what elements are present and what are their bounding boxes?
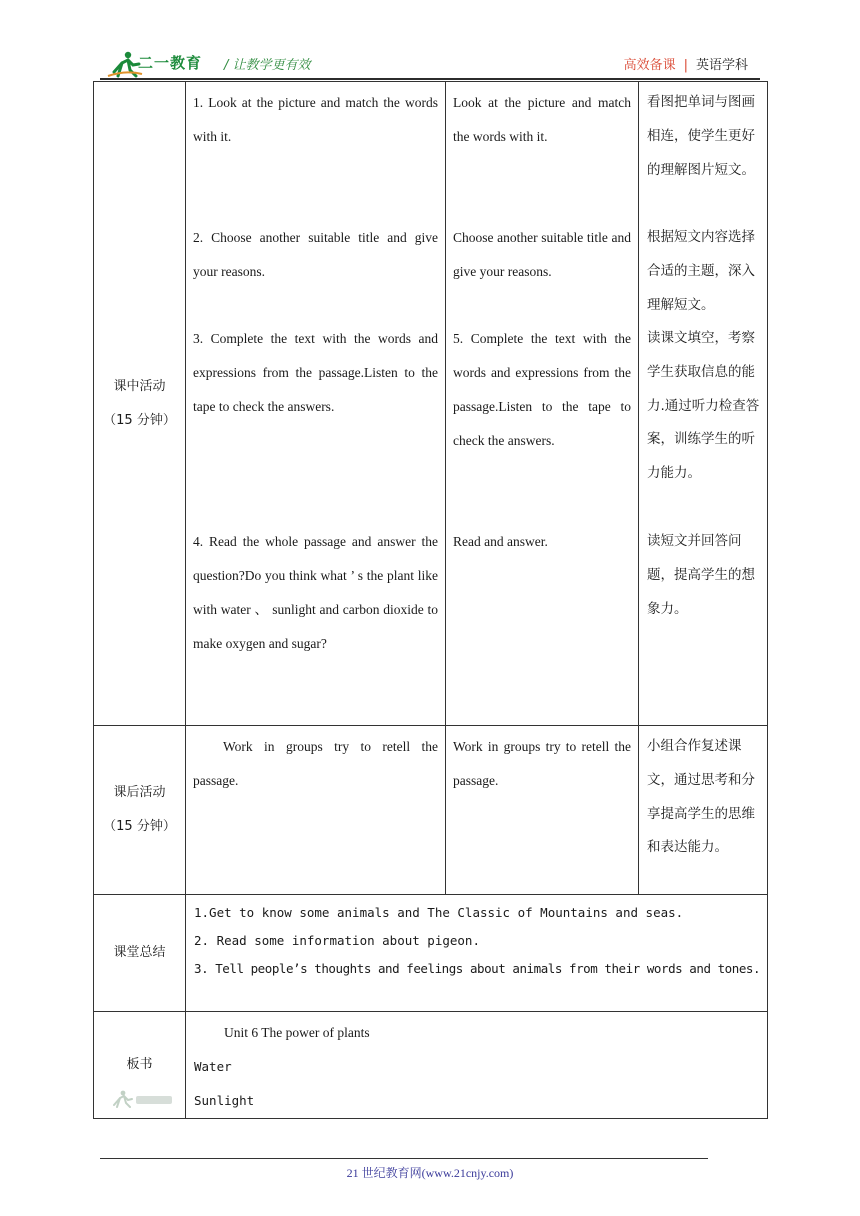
- table-row: [94, 726, 768, 895]
- student-step: Choose another suitable title and give your reasons.: [453, 230, 631, 279]
- purpose-step: 读课文填空，考察学生获取信息的能力.通过听力检查答案，训练学生的听力能力。: [647, 330, 760, 482]
- student-activities: [446, 726, 639, 895]
- teacher-step: Work in groups try to retell the passage.: [193, 739, 438, 788]
- row-label-summary: 课堂总结: [94, 895, 186, 1012]
- summary-line: 1.Get to know some animals and The Classic of Mountains and seas.: [194, 905, 684, 920]
- footer-text: 21 世纪教育网(www.21cnjy.com): [346, 1166, 514, 1180]
- student-step: 5. Complete the text with the words and expressions from the passage.Listen to the tape to check the answers.: [453, 331, 631, 448]
- purpose-step: 看图把单词与图画相连，使学生更好的理解图片短文。: [647, 94, 755, 178]
- teacher-step: 1. Look at the picture and match the words with it.: [193, 95, 438, 144]
- summary-content: [186, 895, 768, 1012]
- slogan: / 让教学更有效: [224, 58, 311, 73]
- board-title: Unit 6 The power of plants: [224, 1025, 370, 1040]
- row-label-line: 课后活动: [113, 785, 166, 800]
- design-purpose: [639, 82, 768, 726]
- header-divider: [100, 78, 760, 80]
- lesson-plan-table: [93, 81, 768, 1119]
- row-label-line: （15 分钟）: [103, 819, 176, 834]
- teacher-step: 4. Read the whole passage and answer the question?Do you think what ’ s the plant like with water 、 sunlight and carbon dioxide to make oxygen and sugar?: [193, 534, 438, 651]
- design-purpose: [639, 726, 768, 895]
- purpose-step: 根据短文内容选择合适的主题，深入理解短文。: [647, 229, 755, 313]
- page-header: [100, 48, 760, 80]
- row-label-in-class: [94, 82, 186, 726]
- student-step: Look at the picture and match the words with it.: [453, 95, 631, 144]
- footer-divider: [100, 1158, 708, 1159]
- student-step: Read and answer.: [453, 534, 548, 549]
- table-row: [94, 1012, 768, 1119]
- table-row: [94, 82, 768, 726]
- student-activities: [446, 82, 639, 726]
- row-label-line: 课中活动: [113, 378, 166, 394]
- table-row: [94, 895, 768, 1012]
- tag-subject: 英语学科: [695, 58, 748, 73]
- student-step: Work in groups try to retell the passage.: [453, 739, 631, 788]
- board-item: Water: [194, 1059, 232, 1074]
- board-content: [186, 1012, 768, 1119]
- tag-separator: |: [683, 58, 688, 73]
- row-label-board: 板书: [94, 1012, 186, 1119]
- row-label-line: （15 分钟）: [103, 412, 176, 428]
- purpose-step: 读短文并回答问题，提高学生的想象力。: [647, 533, 755, 617]
- teacher-step: 3. Complete the text with the words and expressions from the passage.Listen to the tape to check the answers.: [193, 331, 438, 414]
- purpose-step: 小组合作复述课文，通过思考和分享提高学生的思维和表达能力。: [647, 738, 755, 856]
- logo-text: 二一教育: [138, 54, 203, 72]
- teacher-step: 2. Choose another suitable title and give your reasons.: [193, 230, 438, 279]
- summary-line: 3. Tell people’s thoughts and feelings about animals from their words and tones.: [194, 961, 761, 976]
- header-tags: [624, 54, 748, 73]
- board-item: Sunlight: [194, 1093, 255, 1108]
- row-label-after-class: [94, 726, 186, 895]
- watermark-logo-icon: [111, 1089, 175, 1109]
- summary-line: 2. Read some information about pigeon.: [194, 933, 480, 948]
- teacher-activities: [186, 726, 446, 895]
- tag-primary: 高效备课: [623, 58, 676, 73]
- teacher-activities: [186, 82, 446, 726]
